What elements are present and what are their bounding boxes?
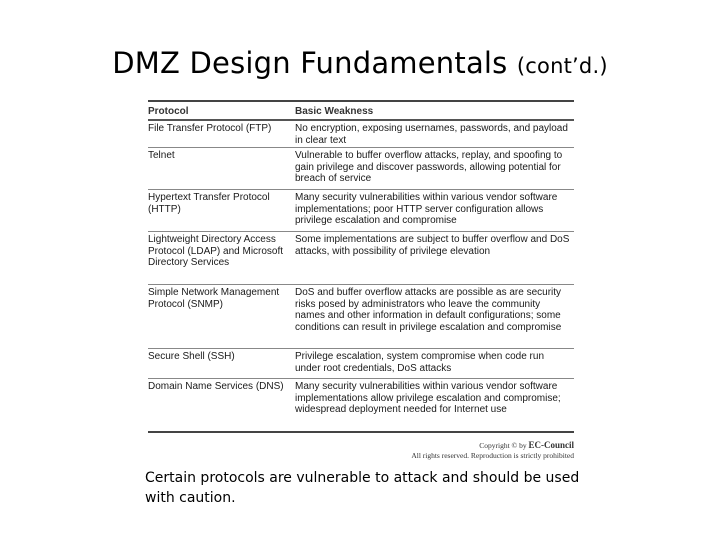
- copyright-notice: [411, 440, 574, 461]
- table-row: [148, 379, 574, 431]
- copyright-prefix: Copyright © by: [479, 441, 527, 450]
- weakness-cell: DoS and buffer overflow attacks are possible as are security risks posed by administrators who leave the community names and other information in default configurations; some conditions can result in privilege escalation and compromise: [295, 287, 562, 333]
- weakness-cell: Some implementations are subject to buffer overflow and DoS attacks, with possibility of privilege elevation: [295, 234, 570, 257]
- protocol-cell: Simple Network Management Protocol (SNMP): [148, 287, 280, 310]
- table-row: [148, 232, 574, 285]
- table-row: [148, 121, 574, 148]
- weakness-cell: Many security vulnerabilities within various vendor software implementations; poor HTTP server configuration allows privilege escalation and compromise: [295, 192, 558, 226]
- table-header-row: [148, 102, 574, 119]
- copyright-brand: EC-Council: [528, 440, 574, 450]
- protocol-cell: Domain Name Services (DNS): [148, 381, 284, 392]
- copyright-rights: All rights reserved. Reproduction is strictly prohibited: [411, 451, 574, 460]
- protocol-weakness-table: [148, 100, 574, 433]
- weakness-cell: Vulnerable to buffer overflow attacks, replay, and spoofing to gain privilege and discover passwords, allowing potential for breach of service: [295, 150, 563, 184]
- slide-caption: Certain protocols are vulnerable to attack and should be used with caution.: [145, 470, 580, 506]
- weakness-cell: No encryption, exposing usernames, passwords, and payload in clear text: [295, 123, 568, 146]
- table-row: [148, 148, 574, 190]
- protocol-cell: Secure Shell (SSH): [148, 351, 235, 362]
- slide-title: [0, 46, 720, 80]
- header-protocol: Protocol: [148, 106, 189, 117]
- table-row: [148, 349, 574, 379]
- protocol-cell: File Transfer Protocol (FTP): [148, 123, 272, 134]
- title-main: DMZ Design Fundamentals: [112, 46, 508, 80]
- weakness-cell: Privilege escalation, system compromise when code run under root credentials, DoS attacks: [295, 351, 544, 374]
- protocol-cell: Telnet: [148, 150, 175, 161]
- protocol-cell: Lightweight Directory Access Protocol (LDAP) and Microsoft Directory Services: [148, 234, 284, 268]
- header-basic-weakness: Basic Weakness: [295, 106, 374, 117]
- table-row: [148, 285, 574, 349]
- title-suffix: (cont’d.): [516, 54, 608, 78]
- protocol-cell: Hypertext Transfer Protocol (HTTP): [148, 192, 270, 215]
- table-row: [148, 190, 574, 232]
- weakness-cell: Many security vulnerabilities within various vendor software implementations allow privilege escalation and compromise; widespread deployment needed for Internet use: [295, 381, 561, 415]
- table-bottom-rule: [148, 431, 574, 433]
